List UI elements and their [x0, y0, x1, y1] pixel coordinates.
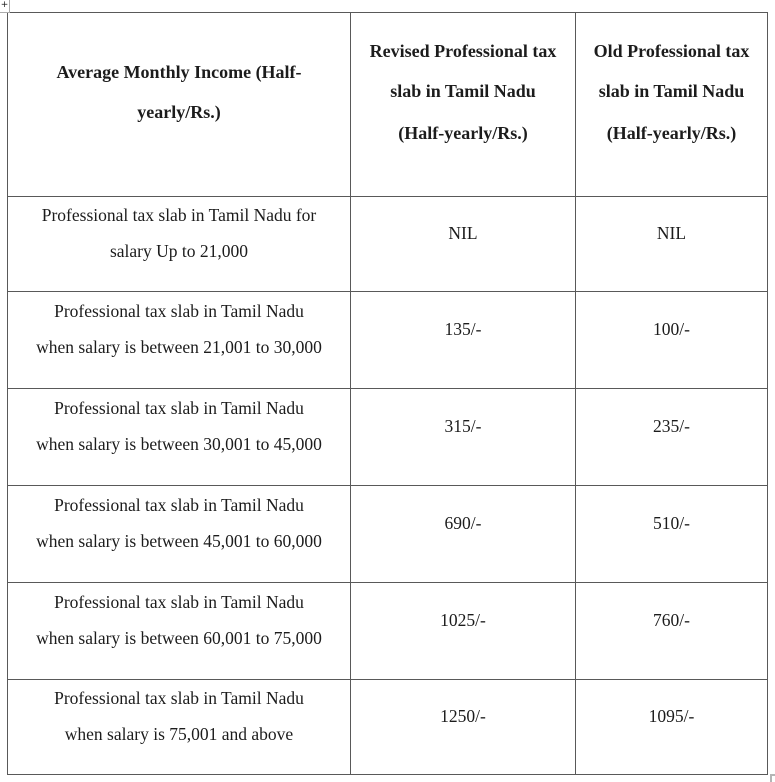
revised-tax-value: 135/-: [444, 319, 482, 339]
old-tax-value: NIL: [656, 223, 687, 243]
income-slab-line-1: Professional tax slab in Tamil Nadu for: [41, 205, 317, 225]
table-resize-handle-icon[interactable]: [770, 774, 775, 782]
income-slab-line-2: salary Up to 21,000: [109, 241, 249, 261]
table-header-row: [8, 13, 768, 197]
income-slab-line-1: Professional tax slab in Tamil Nadu: [54, 301, 304, 321]
table-row: [8, 389, 768, 486]
income-slab-line-2: when salary is between 21,001 to 30,000: [36, 337, 322, 357]
income-slab-line-2: when salary is 75,001 and above: [64, 724, 294, 744]
income-slab-cell: [8, 389, 351, 486]
table-move-handle-icon[interactable]: [0, 0, 10, 13]
table-row: [8, 486, 768, 583]
old-tax-value-cell: [576, 292, 768, 389]
header-revised-subtitle: (Half-yearly/Rs.): [398, 122, 528, 143]
header-old-tax-slab: [576, 13, 768, 197]
table-row: [8, 583, 768, 680]
header-income-line-1: Average Monthly Income (Half-: [56, 61, 302, 82]
income-slab-cell: [8, 197, 351, 292]
move-handle-plus-glyph: +: [0, 0, 9, 10]
income-slab-line-2: when salary is between 60,001 to 75,000: [36, 628, 322, 648]
revised-tax-value: 690/-: [444, 513, 482, 533]
income-slab-line-1: Professional tax slab in Tamil Nadu: [54, 688, 304, 708]
old-tax-value: 760/-: [653, 610, 690, 630]
header-income-line-2: yearly/Rs.): [137, 101, 221, 122]
old-tax-value: 235/-: [653, 416, 690, 436]
old-tax-value: 1095/-: [648, 706, 695, 726]
income-slab-line-1: Professional tax slab in Tamil Nadu: [54, 592, 304, 612]
table-row: [8, 680, 768, 775]
revised-tax-value-cell: [351, 389, 576, 486]
revised-tax-value-cell: [351, 486, 576, 583]
header-revised-line-2: slab in Tamil Nadu: [390, 80, 536, 101]
income-slab-cell: [8, 583, 351, 680]
old-tax-value: 100/-: [653, 319, 690, 339]
old-tax-value-cell: [576, 486, 768, 583]
income-slab-cell: [8, 486, 351, 583]
income-slab-cell: [8, 680, 351, 775]
header-average-monthly-income: [8, 13, 351, 197]
revised-tax-value-cell: [351, 680, 576, 775]
old-tax-value-cell: [576, 583, 768, 680]
table-row: [8, 197, 768, 292]
old-tax-value-cell: [576, 389, 768, 486]
old-tax-value: 510/-: [653, 513, 690, 533]
revised-tax-value: NIL: [448, 223, 478, 243]
revised-tax-value-cell: [351, 292, 576, 389]
header-old-line-1: Old Professional tax: [593, 40, 750, 61]
header-old-subtitle: (Half-yearly/Rs.): [606, 122, 737, 143]
header-old-line-2: slab in Tamil Nadu: [598, 80, 745, 101]
income-slab-line-1: Professional tax slab in Tamil Nadu: [54, 495, 304, 515]
income-slab-line-2: when salary is between 45,001 to 60,000: [36, 531, 322, 551]
header-revised-tax-slab: [351, 13, 576, 197]
revised-tax-value: 315/-: [444, 416, 482, 436]
old-tax-value-cell: [576, 197, 768, 292]
header-revised-line-1: Revised Professional tax: [369, 40, 557, 61]
professional-tax-table: [7, 12, 768, 775]
table-row: [8, 292, 768, 389]
revised-tax-value: 1025/-: [440, 610, 486, 630]
income-slab-line-2: when salary is between 30,001 to 45,000: [36, 434, 322, 454]
old-tax-value-cell: [576, 680, 768, 775]
income-slab-cell: [8, 292, 351, 389]
revised-tax-value: 1250/-: [440, 706, 486, 726]
revised-tax-value-cell: [351, 197, 576, 292]
income-slab-line-1: Professional tax slab in Tamil Nadu: [54, 398, 304, 418]
revised-tax-value-cell: [351, 583, 576, 680]
